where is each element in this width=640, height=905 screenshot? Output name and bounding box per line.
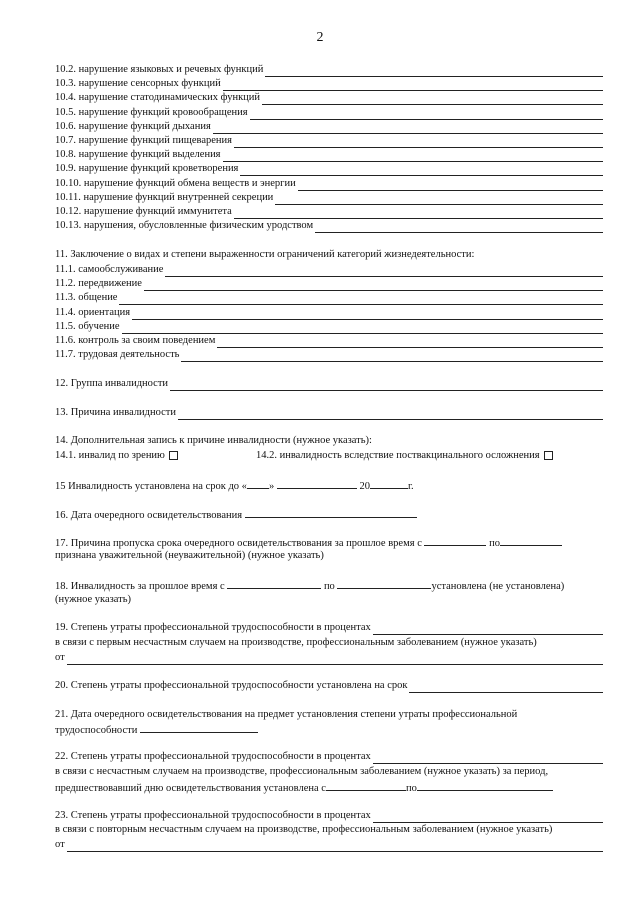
field-repeated-accident-from[interactable] [55, 838, 603, 852]
field-work-capacity-loss[interactable] [55, 621, 603, 635]
field-disability-cause[interactable] [55, 406, 603, 420]
label-loss-term: 20. Степень утраты профессиональной трудоспособности установлена на срок [55, 680, 408, 691]
field-impairment-3[interactable] [55, 77, 603, 91]
label-preceding-to: по [405, 783, 417, 794]
label-limitation: 11.4. ориентация [55, 306, 131, 318]
label-loss-percent-22: 22. Степень утраты профессиональной трудоспособности в процентах [55, 751, 371, 762]
label-disability-group: 12. Группа инвалидности [55, 378, 169, 389]
label-term-c: 20 [359, 481, 370, 492]
label-visual-impairment: 14.1. инвалид по зрению [55, 450, 165, 461]
label-limitation: 11.6. контроль за своим поведением [55, 335, 216, 346]
blank-missed-from[interactable] [424, 535, 486, 546]
field-impairment-13[interactable] [55, 219, 603, 233]
field-past-disability [55, 578, 564, 592]
blank-year[interactable] [370, 478, 408, 489]
blank-day[interactable] [247, 478, 269, 489]
label-term-a: 15 Инвалидность установлена на срок до « [55, 481, 247, 492]
label-past-established: установлена (не установлена) [431, 581, 565, 592]
label-impairment: 10.7. нарушение функций пищеварения [55, 135, 232, 146]
label-impairment: 10.2. нарушение языковых и речевых функций [55, 64, 264, 75]
label-next-loss-exam: 21. Дата очередного освидетельствования на предмет установления степени утраты профессиональной [55, 709, 518, 720]
label-repeated-accident: в связи с повторным несчастным случаем на производстве, профессиональным заболеванием (нужное указать) [55, 824, 553, 835]
label-impairment: 10.12. нарушение функций иммунитета [55, 206, 232, 217]
label-limitation: 11.3. общение [55, 292, 118, 304]
label-disability-cause: 13. Причина инвалидности [55, 407, 177, 418]
label-missed-to: по [489, 538, 500, 549]
blank-preceding-to[interactable] [417, 780, 553, 791]
label-missed-term: 17. Причина пропуска срока очередного освидетельствования за прошлое время с [55, 538, 422, 549]
field-first-accident-from[interactable] [55, 651, 603, 665]
blank-past-from[interactable] [227, 578, 321, 589]
field-preceding-period [55, 780, 553, 794]
label-post-vaccination: 14.2. инвалидность вследствие поствакцинального осложнения [256, 450, 540, 461]
checkbox-post-vaccination[interactable] [544, 451, 553, 460]
label-accident-period: в связи с несчастным случаем на производстве, профессиональным заболеванием (нужное указать) за период, [55, 766, 549, 777]
field-next-loss-exam [55, 722, 258, 736]
label-limitation: 11.7. трудовая деятельность [55, 349, 180, 361]
label-preceding-period: предшествовавший дню освидетельствования установлена с [55, 783, 326, 794]
field-limitation-7[interactable] [55, 348, 603, 362]
label-term-d: г. [407, 481, 414, 492]
label-impairment: 10.13. нарушения, обусловленные физическим уродством [55, 220, 314, 232]
field-impairment-9[interactable] [55, 162, 603, 176]
blank-missed-to[interactable] [500, 535, 562, 546]
field-impairment-7[interactable] [55, 134, 603, 148]
field-limitation-4[interactable] [55, 306, 603, 320]
field-limitation-6[interactable] [55, 334, 603, 348]
label-work-capacity: трудоспособности [55, 725, 138, 736]
field-next-examination [55, 507, 417, 521]
label-from: от [55, 652, 65, 663]
field-impairment-5[interactable] [55, 106, 603, 120]
field-impairment-6[interactable] [55, 120, 603, 134]
field-impairment-2[interactable] [55, 63, 603, 77]
label-impairment: 10.10. нарушение функций обмена веществ и энергии [55, 177, 296, 189]
label-first-accident: в связи с первым несчастным случаем на производстве, профессиональным заболеванием (нужное указать) [55, 637, 537, 648]
field-loss-percent-22[interactable] [55, 750, 603, 764]
field-impairment-10[interactable] [55, 177, 603, 191]
field-limitation-5[interactable] [55, 320, 603, 334]
label-impairment: 10.4. нарушение статодинамических функций [55, 92, 261, 104]
label-impairment: 10.11. нарушение функций внутренней секреции [55, 191, 274, 203]
label-limitation: 11.5. обучение [55, 320, 120, 332]
label-past-note: (нужное указать) [55, 594, 132, 605]
label-limitation: 11.1. самообслуживание [55, 264, 164, 275]
section-11-title: 11. Заключение о видах и степени выраженности ограничений категорий жизнедеятельности: [55, 249, 475, 260]
label-loss-percent-23: 23. Степень утраты профессиональной трудоспособности в процентах [55, 810, 371, 821]
blank-month[interactable] [277, 478, 357, 489]
field-missed-term-reason [55, 535, 562, 549]
label-term-b: » [268, 481, 275, 492]
checkbox-visual-impairment[interactable] [169, 451, 178, 460]
label-limitation: 11.2. передвижение [55, 278, 142, 290]
blank-preceding-from[interactable] [326, 780, 406, 791]
label-past-to: по [323, 581, 335, 592]
field-loss-percent-23[interactable] [55, 809, 603, 823]
field-disability-group[interactable] [55, 377, 603, 391]
label-impairment: 10.5. нарушение функций кровообращения [55, 106, 248, 118]
field-impairment-4[interactable] [55, 91, 603, 105]
field-impairment-8[interactable] [55, 148, 603, 162]
page-number: 2 [316, 30, 324, 45]
label-missed-valid: признана уважительной (неуважительной) (нужное указать) [55, 550, 324, 561]
label-impairment: 10.3. нарушение сенсорных функций [55, 78, 221, 90]
label-next-examination: 16. Дата очередного освидетельствования [55, 510, 243, 521]
blank-next-loss-exam[interactable] [140, 722, 258, 733]
label-past-disability: 18. Инвалидность за прошлое время с [55, 581, 225, 592]
section-14-title: 14. Дополнительная запись к причине инвалидности (нужное указать): [55, 435, 372, 446]
field-disability-term [55, 478, 414, 492]
section-14-options [55, 449, 603, 463]
field-limitation-1[interactable] [55, 263, 603, 277]
blank-next-examination[interactable] [245, 507, 417, 518]
field-loss-term[interactable] [55, 679, 603, 693]
label-impairment: 10.6. нарушение функций дыхания [55, 120, 211, 132]
label-impairment: 10.8. нарушение функций выделения [55, 149, 221, 161]
field-limitation-2[interactable] [55, 277, 603, 291]
label-impairment: 10.9. нарушение функций кроветворения [55, 163, 239, 175]
label-from-23: от [55, 839, 65, 850]
field-limitation-3[interactable] [55, 291, 603, 305]
blank-past-to[interactable] [337, 578, 431, 589]
field-impairment-11[interactable] [55, 191, 603, 205]
field-impairment-12[interactable] [55, 205, 603, 219]
label-work-capacity-loss: 19. Степень утраты профессиональной трудоспособности в процентах [55, 622, 371, 633]
